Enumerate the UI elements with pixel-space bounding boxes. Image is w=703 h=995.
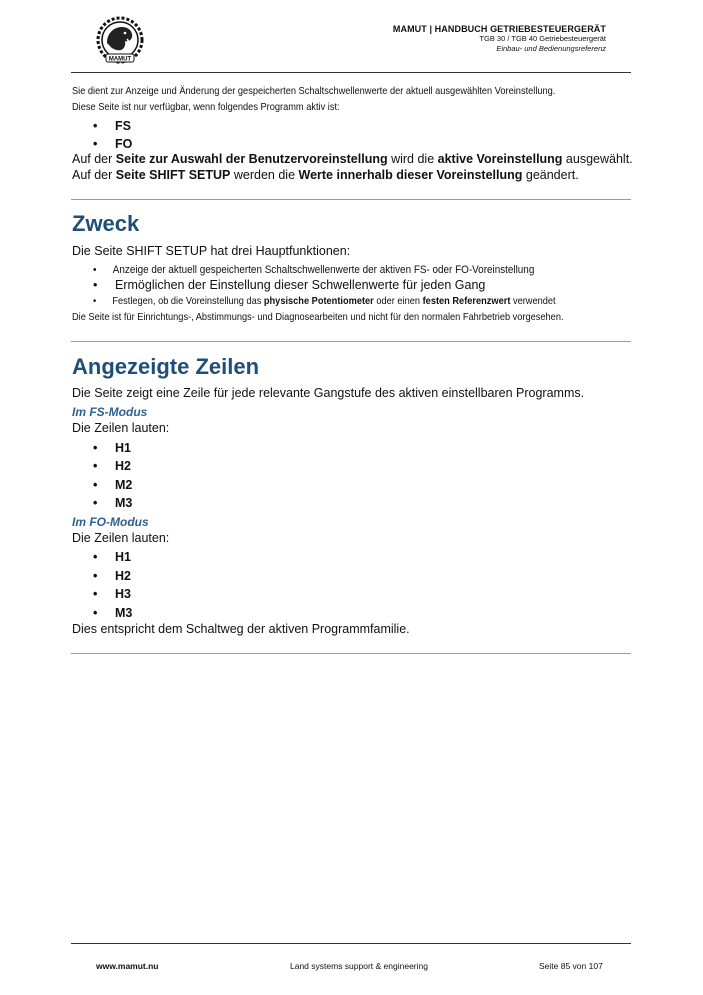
logo-text: MAMUT [108,56,132,63]
section-heading-zeilen: Angezeigte Zeilen [72,354,260,379]
page-header [393,24,606,54]
company-logo [94,16,146,66]
zweck-note: Die Seite ist für Einrichtungs-, Abstimmungs- und Diagnosearbeiten und nicht für den normalen Fahrbetrieb vorgesehen. [72,311,564,323]
bullet-icon: • [93,496,98,510]
footer-website-link[interactable]: www.mamut.nu [96,961,159,971]
bullet-icon: • [93,441,98,455]
section-divider [71,199,631,200]
header-subtitle: TGB 30 / TGB 40 Getriebesteuergerät [479,34,606,44]
fo-mode-heading: Im FO-Modus [72,515,149,529]
bullet-icon: • [93,119,98,133]
header-divider [71,72,631,73]
bullet-icon: • [93,278,98,292]
bullet-icon: • [93,550,98,564]
header-subsubtitle: Einbau- und Bedienungsreferenz [496,43,606,53]
footer-tagline: Land systems support & engineering [290,961,428,971]
bullet-icon: • [93,264,97,276]
bullet-icon: • [93,587,98,601]
fo-mode-intro: Die Zeilen lauten: [72,531,170,545]
intro-line-1: Sie dient zur Anzeige und Änderung der gespeicherten Schaltschwellenwerte der aktuell ausgewählten Voreinstellung. [72,85,556,97]
section-heading-zweck: Zweck [72,211,140,236]
footer-page-number: Seite 85 von 107 [539,961,603,971]
zweck-intro: Die Seite SHIFT SETUP hat drei Hauptfunktionen: [72,244,351,258]
section-divider [71,653,631,654]
intro-line-2: Diese Seite ist nur verfügbar, wenn folgendes Programm aktiv ist: [72,101,340,113]
zeilen-outro: Dies entspricht dem Schaltweg der aktiven Programmfamilie. [72,622,410,636]
bullet-icon: • [93,606,98,620]
bullet-icon: • [93,478,98,492]
bullet-icon: • [93,295,97,307]
bullet-icon: • [93,137,98,151]
zeilen-intro: Die Seite zeigt eine Zeile für jede relevante Gangstufe des aktiven einstellbaren Programms. [72,386,585,400]
intro-paragraph-2: Auf der Seite SHIFT SETUP werden die Werte innerhalb dieser Voreinstellung geändert. [72,168,579,182]
fs-mode-intro: Die Zeilen lauten: [72,421,170,435]
bullet-icon: • [93,569,98,583]
footer-divider [71,943,631,944]
fs-mode-heading: Im FS-Modus [72,405,148,419]
header-title: MAMUT | HANDBUCH GETRIEBESTEUERGERÄT [392,24,606,34]
bullet-icon: • [93,459,98,473]
section-divider [71,341,631,342]
intro-paragraph-1: Auf der Seite zur Auswahl der Benutzervoreinstellung wird die aktive Voreinstellung ausgewählt. [72,152,633,166]
